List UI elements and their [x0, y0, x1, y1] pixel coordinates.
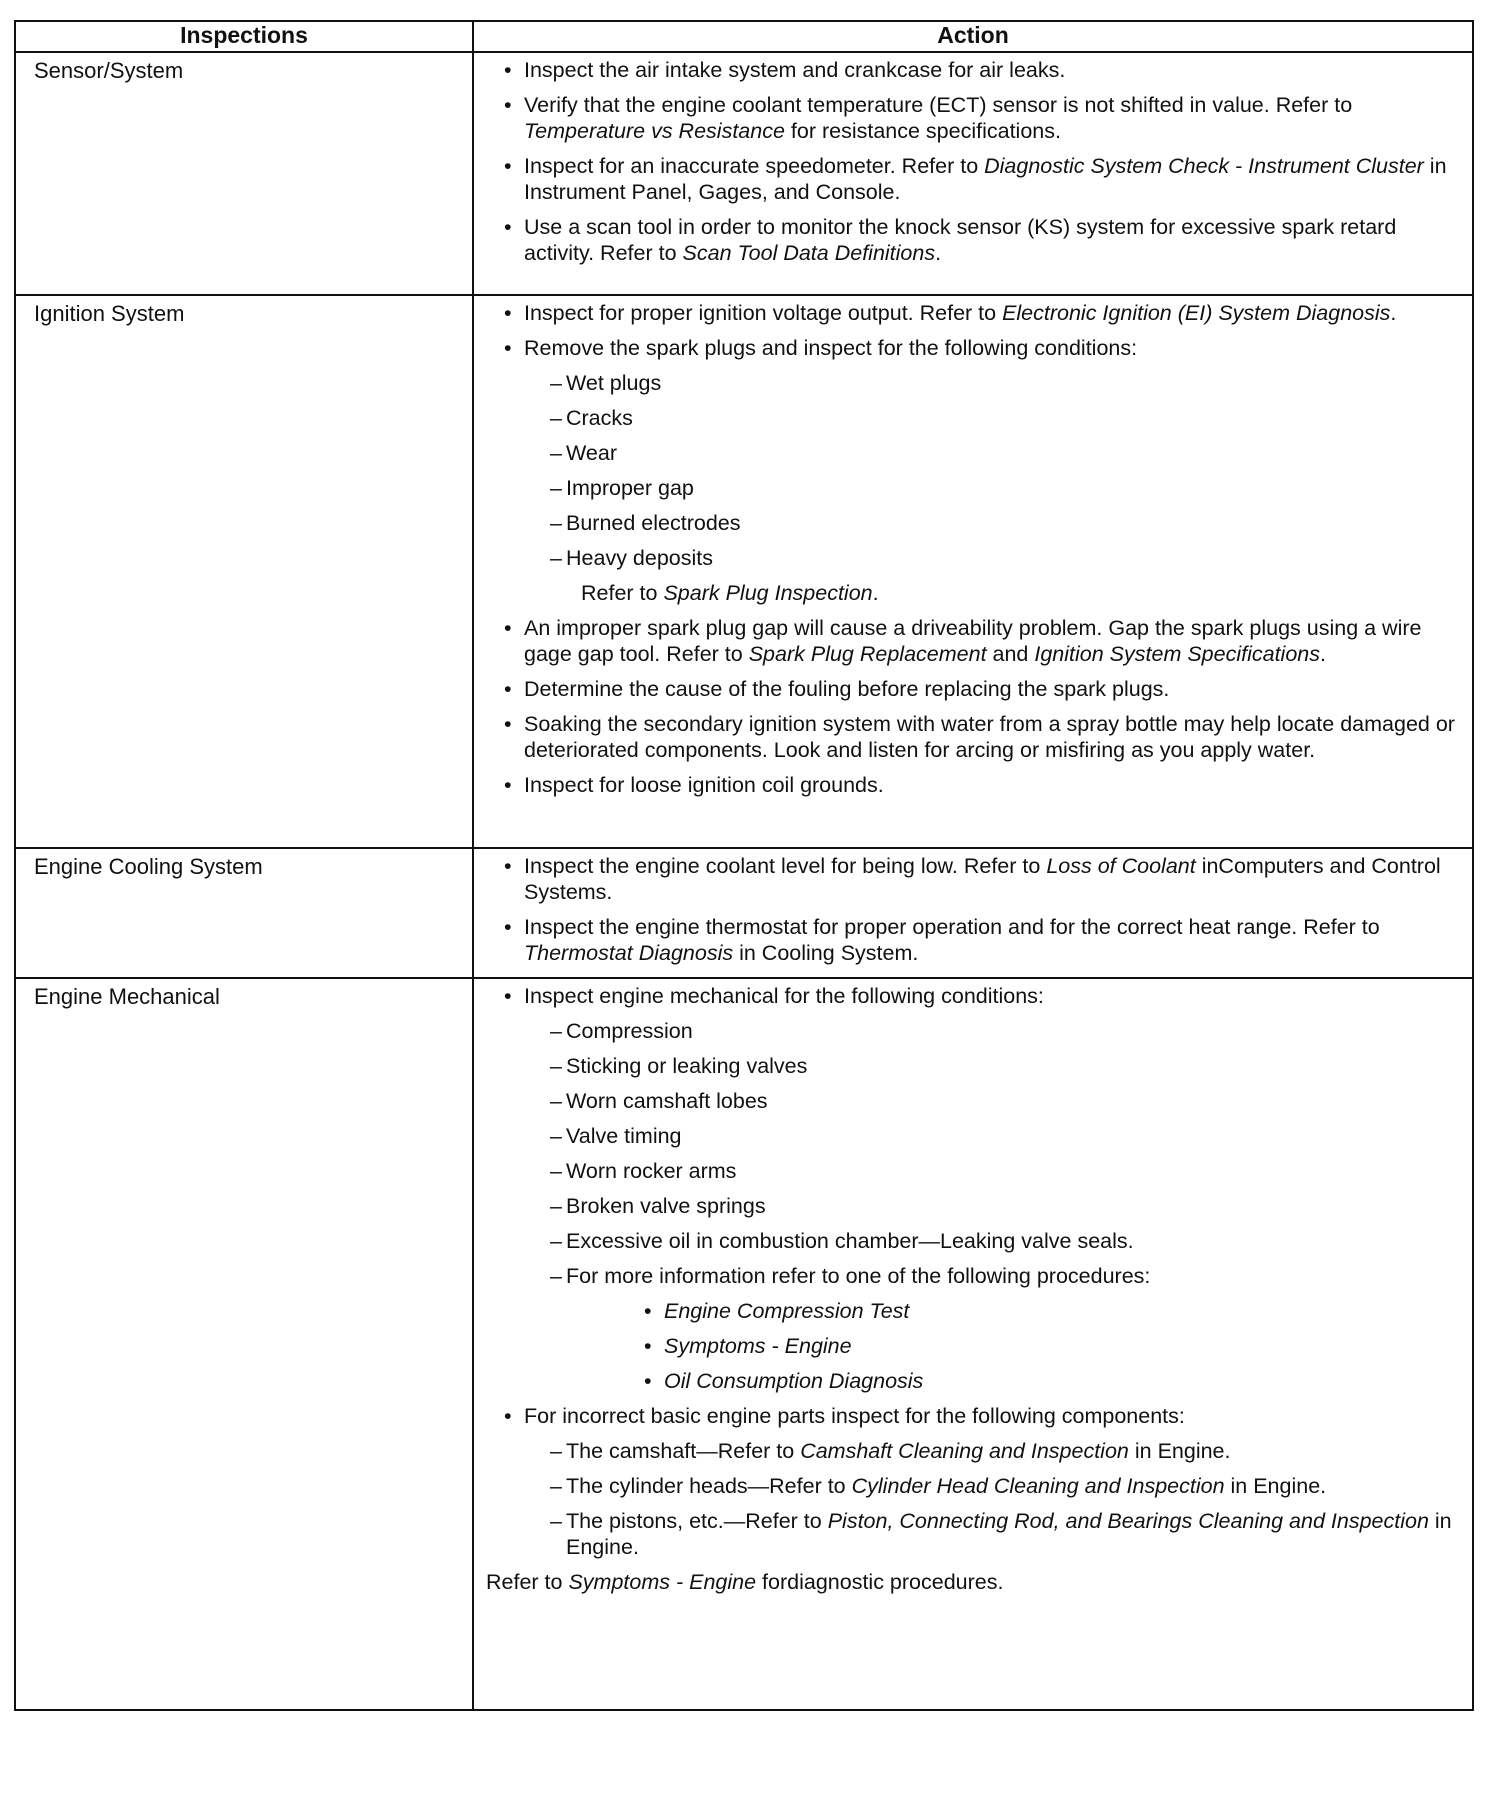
action-item	[486, 1508, 1460, 1560]
action-text: in Cooling System.	[733, 941, 919, 965]
action-item	[486, 1088, 1460, 1114]
action-item	[486, 440, 1460, 466]
action-text: The pistons, etc.—Refer to	[566, 1509, 828, 1533]
action-text: Inspect the air intake system and crankcase for air leaks.	[524, 58, 1066, 82]
action-item	[486, 914, 1460, 966]
action-item	[486, 1123, 1460, 1149]
action-text: .	[1390, 301, 1397, 325]
action-text: Inspect for loose ignition coil grounds.	[524, 773, 884, 797]
action-item	[486, 983, 1460, 1009]
action-text: Compression	[566, 1019, 693, 1043]
action-item	[486, 1158, 1460, 1184]
action-text: .	[1320, 642, 1326, 666]
action-text: .	[872, 581, 879, 605]
action-text: For more information refer to one of the following procedures:	[566, 1264, 1151, 1288]
action-text: in Engine.	[1128, 1439, 1231, 1463]
action-text: Improper gap	[566, 476, 694, 500]
action-text: The cylinder heads—Refer to	[566, 1474, 852, 1498]
action-item	[486, 772, 1460, 798]
action-item	[486, 853, 1460, 905]
reference-text: Cylinder Head Cleaning and Inspection	[851, 1474, 1225, 1498]
action-item	[486, 1333, 1460, 1359]
action-item	[486, 405, 1460, 431]
action-text: The camshaft—Refer to	[566, 1439, 801, 1463]
action-item	[486, 1053, 1460, 1079]
action-item	[486, 214, 1460, 266]
action-text: Broken valve springs	[566, 1194, 766, 1218]
action-item	[486, 711, 1460, 763]
action-item	[486, 676, 1460, 702]
action-text: Inspect the engine coolant level for being low. Refer to	[524, 854, 1047, 878]
inspections-column-header: Inspections	[15, 21, 473, 52]
action-text: .	[935, 241, 942, 265]
action-text: Wet plugs	[566, 371, 662, 395]
inspection-cell: Engine Cooling System	[15, 848, 473, 978]
action-text: Refer to	[581, 581, 664, 605]
action-text: fordiagnostic procedures.	[756, 1570, 1004, 1594]
reference-text: Temperature vs Resistance	[524, 119, 785, 143]
action-text: Use a scan tool in order to monitor the knock sensor (KS) system for excessive spark retard activity. Refer to	[524, 215, 1397, 265]
table-row	[15, 52, 1473, 295]
action-item	[486, 615, 1460, 667]
action-item	[486, 1473, 1460, 1499]
reference-text: Scan Tool Data Definitions	[682, 241, 936, 265]
action-item	[486, 1403, 1460, 1429]
action-text: Inspect engine mechanical for the following conditions:	[524, 984, 1044, 1008]
action-column-header: Action	[473, 21, 1473, 52]
reference-text: Camshaft Cleaning and Inspection	[800, 1439, 1129, 1463]
table-row	[15, 295, 1473, 848]
action-text: Heavy deposits	[566, 546, 713, 570]
action-text: Remove the spark plugs and inspect for the following conditions:	[524, 336, 1138, 360]
action-text: Excessive oil in combustion chamber—Leaking valve seals.	[566, 1229, 1134, 1253]
action-text: inComputers and Control Systems.	[524, 854, 1441, 904]
action-text: Oil Consumption Diagnosis	[664, 1369, 924, 1393]
action-text: An improper spark plug gap will cause a driveability problem. Gap the spark plugs using a wire gage gap tool. Refer to	[524, 616, 1422, 666]
action-text: Cracks	[566, 406, 633, 430]
action-item	[486, 1298, 1460, 1324]
action-text: Verify that the engine coolant temperature (ECT) sensor is not shifted in value. Refer to	[524, 93, 1353, 117]
action-text: in Instrument Panel, Gages, and Console.	[524, 154, 1447, 204]
action-item	[486, 1368, 1460, 1394]
reference-text: Spark Plug Replacement	[748, 642, 987, 666]
action-text: Burned electrodes	[566, 511, 741, 535]
action-text: and	[986, 642, 1035, 666]
reference-text: Loss of Coolant	[1046, 854, 1196, 878]
action-text: Determine the cause of the fouling before replacing the spark plugs.	[524, 677, 1170, 701]
action-item	[486, 545, 1460, 571]
action-text: for resistance specifications.	[784, 119, 1061, 143]
inspection-cell: Ignition System	[15, 295, 473, 848]
reference-text: Spark Plug Inspection	[663, 581, 873, 605]
action-item	[486, 1193, 1460, 1219]
action-item	[486, 580, 1460, 606]
reference-text: Piston, Connecting Rod, and Bearings Cleaning and Inspection	[827, 1509, 1429, 1533]
action-text: For incorrect basic engine parts inspect for the following components:	[524, 1404, 1185, 1428]
action-item	[486, 300, 1460, 326]
action-cell	[473, 848, 1473, 978]
action-item	[486, 153, 1460, 205]
action-text: Wear	[566, 441, 617, 465]
action-text: Inspect for proper ignition voltage output. Refer to	[524, 301, 1003, 325]
action-text: Symptoms - Engine	[664, 1334, 852, 1358]
action-text: Inspect for an inaccurate speedometer. Refer to	[524, 154, 985, 178]
action-cell	[473, 295, 1473, 848]
action-item	[486, 1263, 1460, 1289]
action-text: Worn camshaft lobes	[566, 1089, 768, 1113]
action-item	[486, 1228, 1460, 1254]
action-item	[486, 92, 1460, 144]
action-text: Valve timing	[566, 1124, 682, 1148]
action-text: in Engine.	[1224, 1474, 1327, 1498]
action-cell	[473, 52, 1473, 295]
reference-text: Symptoms - Engine	[568, 1570, 757, 1594]
action-text: Worn rocker arms	[566, 1159, 737, 1183]
header-row	[15, 21, 1473, 52]
table-row	[15, 978, 1473, 1710]
action-text: Refer to	[486, 1570, 569, 1594]
action-item	[486, 335, 1460, 361]
inspection-cell: Engine Mechanical	[15, 978, 473, 1710]
table-row	[15, 848, 1473, 978]
inspection-cell: Sensor/System	[15, 52, 473, 295]
action-text: Sticking or leaking valves	[566, 1054, 808, 1078]
action-text: Soaking the secondary ignition system with water from a spray bottle may help locate damaged or deteriorated components. Look and listen for arcing or misfiring as you apply water.	[524, 712, 1455, 762]
reference-text: Diagnostic System Check - Instrument Cluster	[984, 154, 1424, 178]
action-item	[486, 475, 1460, 501]
action-item	[486, 57, 1460, 83]
reference-text: Ignition System Specifications	[1034, 642, 1320, 666]
action-text: Engine Compression Test	[664, 1299, 910, 1323]
action-cell	[473, 978, 1473, 1710]
reference-text: Thermostat Diagnosis	[524, 941, 734, 965]
reference-text: Electronic Ignition (EI) System Diagnosis	[1002, 301, 1391, 325]
action-item	[486, 1018, 1460, 1044]
action-item	[486, 1438, 1460, 1464]
action-item	[486, 510, 1460, 536]
action-text: Inspect the engine thermostat for proper operation and for the correct heat range. Refer to	[524, 915, 1380, 939]
action-item	[486, 1569, 1460, 1595]
action-item	[486, 370, 1460, 396]
inspection-table	[14, 20, 1474, 1711]
action-text: in Engine.	[566, 1509, 1452, 1559]
